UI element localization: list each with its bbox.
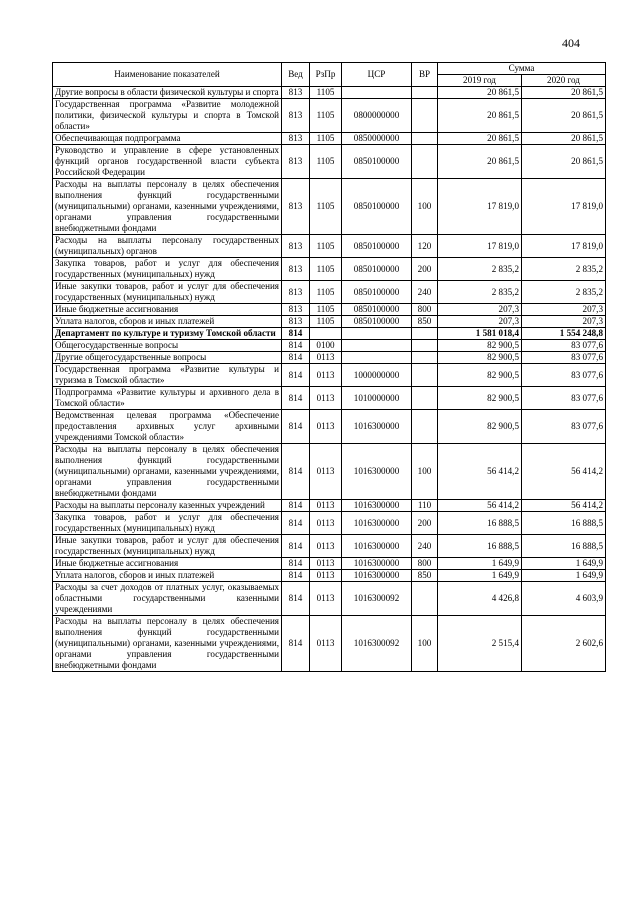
cell-2020: 1 649,9 xyxy=(522,558,606,570)
cell-2019: 20 861,5 xyxy=(438,99,522,133)
cell-2019: 207,3 xyxy=(438,316,522,328)
cell-ved: 814 xyxy=(282,364,310,387)
cell-csr: 1016300092 xyxy=(342,582,412,616)
cell-rzpr: 0113 xyxy=(310,558,342,570)
cell-csr: 1016300000 xyxy=(342,500,412,512)
cell-2019: 4 426,8 xyxy=(438,582,522,616)
cell-2020: 1 554 248,8 xyxy=(522,328,606,340)
header-rzpr: РзПр xyxy=(310,63,342,87)
cell-2019: 17 819,0 xyxy=(438,235,522,258)
cell-vr xyxy=(412,410,438,444)
cell-rzpr: 1105 xyxy=(310,316,342,328)
cell-csr: 0850100000 xyxy=(342,179,412,235)
cell-rzpr: 0113 xyxy=(310,444,342,500)
cell-csr: 0850100000 xyxy=(342,258,412,281)
header-ved: Вед xyxy=(282,63,310,87)
cell-vr: 110 xyxy=(412,500,438,512)
cell-2020: 56 414,2 xyxy=(522,500,606,512)
cell-rzpr: 1105 xyxy=(310,304,342,316)
cell-2019: 207,3 xyxy=(438,304,522,316)
cell-name: Иные закупки товаров, работ и услуг для обеспечения государственных (муниципальных) нужд xyxy=(53,281,282,304)
cell-vr: 200 xyxy=(412,258,438,281)
cell-2020: 17 819,0 xyxy=(522,235,606,258)
cell-rzpr: 1105 xyxy=(310,99,342,133)
table-row xyxy=(53,535,606,558)
table-row xyxy=(53,500,606,512)
table-row xyxy=(53,99,606,133)
cell-2019: 82 900,5 xyxy=(438,364,522,387)
cell-ved: 814 xyxy=(282,410,310,444)
cell-csr: 1016300000 xyxy=(342,444,412,500)
table-row xyxy=(53,387,606,410)
cell-ved: 814 xyxy=(282,444,310,500)
cell-name: Расходы на выплаты персоналу казенных учреждений xyxy=(53,500,282,512)
cell-2020: 2 835,2 xyxy=(522,281,606,304)
cell-2019: 16 888,5 xyxy=(438,512,522,535)
cell-ved: 813 xyxy=(282,235,310,258)
cell-vr: 200 xyxy=(412,512,438,535)
cell-rzpr: 1105 xyxy=(310,258,342,281)
cell-name: Обеспечивающая подпрограмма xyxy=(53,133,282,145)
cell-csr: 0850100000 xyxy=(342,235,412,258)
cell-2019: 82 900,5 xyxy=(438,410,522,444)
cell-2019: 1 649,9 xyxy=(438,570,522,582)
cell-ved: 814 xyxy=(282,558,310,570)
cell-vr xyxy=(412,340,438,352)
cell-csr: 1010000000 xyxy=(342,387,412,410)
cell-name: Расходы на выплаты персоналу государственных (муниципальных) органов xyxy=(53,235,282,258)
cell-name: Расходы на выплаты персоналу в целях обеспечения выполнения функций государственными (муниципальными) органами, казенными учреждениями, органами управления государственными внебюджетными фондами xyxy=(53,179,282,235)
cell-name: Государственная программа «Развитие культуры и туризма в Томской области» xyxy=(53,364,282,387)
cell-ved: 814 xyxy=(282,340,310,352)
table-row xyxy=(53,340,606,352)
cell-2020: 20 861,5 xyxy=(522,133,606,145)
cell-vr: 800 xyxy=(412,558,438,570)
cell-name: Закупка товаров, работ и услуг для обеспечения государственных (муниципальных) нужд xyxy=(53,512,282,535)
table-row xyxy=(53,145,606,179)
cell-name: Руководство и управление в сфере установленных функций органов государственной власти субъекта Российской Федерации xyxy=(53,145,282,179)
cell-ved: 813 xyxy=(282,145,310,179)
cell-csr: 0800000000 xyxy=(342,99,412,133)
table-row xyxy=(53,235,606,258)
cell-2020: 83 077,6 xyxy=(522,387,606,410)
table-row xyxy=(53,444,606,500)
cell-2019: 20 861,5 xyxy=(438,133,522,145)
table-row xyxy=(53,328,606,340)
table-row xyxy=(53,616,606,672)
cell-rzpr: 0100 xyxy=(310,340,342,352)
cell-vr xyxy=(412,87,438,99)
cell-name: Уплата налогов, сборов и иных платежей xyxy=(53,316,282,328)
cell-name: Другие общегосударственные вопросы xyxy=(53,352,282,364)
cell-2020: 207,3 xyxy=(522,316,606,328)
table-row xyxy=(53,410,606,444)
cell-ved: 813 xyxy=(282,87,310,99)
table-row xyxy=(53,316,606,328)
cell-name: Расходы за счет доходов от платных услуг, оказываемых областными государственными казенными учреждениями xyxy=(53,582,282,616)
header-name: Наименование показателей xyxy=(53,63,282,87)
cell-csr: 1000000000 xyxy=(342,364,412,387)
cell-name: Расходы на выплаты персоналу в целях обеспечения выполнения функций государственными (муниципальными) органами, казенными учреждениями, органами управления государственными внебюджетными фондами xyxy=(53,444,282,500)
cell-2019: 1 581 018,4 xyxy=(438,328,522,340)
table-row xyxy=(53,179,606,235)
cell-ved: 813 xyxy=(282,258,310,281)
cell-rzpr: 0113 xyxy=(310,500,342,512)
cell-csr: 1016300000 xyxy=(342,512,412,535)
cell-vr: 240 xyxy=(412,535,438,558)
cell-name: Подпрограмма «Развитие культуры и архивного дела в Томской области» xyxy=(53,387,282,410)
cell-ved: 814 xyxy=(282,582,310,616)
cell-name: Департамент по культуре и туризму Томской области xyxy=(53,328,282,340)
cell-name: Ведомственная целевая программа «Обеспечение предоставления архивных услуг архивными учреждениями Томской области» xyxy=(53,410,282,444)
cell-2020: 16 888,5 xyxy=(522,535,606,558)
cell-name: Расходы на выплаты персоналу в целях обеспечения выполнения функций государственными (муниципальными) органами, казенными учреждениями, органами управления государственными внебюджетными фондами xyxy=(53,616,282,672)
cell-rzpr: 1105 xyxy=(310,87,342,99)
cell-2019: 20 861,5 xyxy=(438,145,522,179)
header-year-2019: 2019 год xyxy=(438,75,522,87)
cell-vr: 100 xyxy=(412,444,438,500)
cell-2019: 2 515,4 xyxy=(438,616,522,672)
cell-rzpr: 1105 xyxy=(310,133,342,145)
cell-2020: 83 077,6 xyxy=(522,410,606,444)
cell-csr: 1016300000 xyxy=(342,558,412,570)
cell-2020: 2 602,6 xyxy=(522,616,606,672)
cell-vr: 850 xyxy=(412,316,438,328)
table-row xyxy=(53,582,606,616)
cell-2020: 20 861,5 xyxy=(522,87,606,99)
cell-vr xyxy=(412,328,438,340)
cell-name: Уплата налогов, сборов и иных платежей xyxy=(53,570,282,582)
cell-vr xyxy=(412,133,438,145)
cell-vr xyxy=(412,364,438,387)
cell-rzpr xyxy=(310,328,342,340)
cell-2019: 2 835,2 xyxy=(438,281,522,304)
cell-csr: 0850100000 xyxy=(342,316,412,328)
table-row xyxy=(53,570,606,582)
cell-ved: 814 xyxy=(282,328,310,340)
cell-ved: 814 xyxy=(282,570,310,582)
cell-ved: 813 xyxy=(282,133,310,145)
cell-2019: 56 414,2 xyxy=(438,444,522,500)
cell-vr: 120 xyxy=(412,235,438,258)
table-row xyxy=(53,87,606,99)
table-row xyxy=(53,281,606,304)
cell-rzpr: 0113 xyxy=(310,535,342,558)
cell-2020: 17 819,0 xyxy=(522,179,606,235)
cell-rzpr: 0113 xyxy=(310,410,342,444)
table-row xyxy=(53,352,606,364)
cell-vr xyxy=(412,145,438,179)
cell-ved: 813 xyxy=(282,304,310,316)
cell-ved: 813 xyxy=(282,316,310,328)
page-number: 404 xyxy=(562,36,580,50)
table-row xyxy=(53,133,606,145)
cell-csr: 1016300000 xyxy=(342,570,412,582)
table-row xyxy=(53,304,606,316)
header-csr: ЦСР xyxy=(342,63,412,87)
cell-2019: 20 861,5 xyxy=(438,87,522,99)
cell-rzpr: 1105 xyxy=(310,281,342,304)
cell-csr xyxy=(342,352,412,364)
cell-2019: 17 819,0 xyxy=(438,179,522,235)
cell-2020: 2 835,2 xyxy=(522,258,606,281)
cell-ved: 814 xyxy=(282,387,310,410)
cell-vr: 800 xyxy=(412,304,438,316)
cell-vr xyxy=(412,582,438,616)
cell-csr xyxy=(342,328,412,340)
cell-csr xyxy=(342,87,412,99)
header-sum: Сумма xyxy=(438,63,606,75)
budget-table xyxy=(52,62,606,672)
table-row xyxy=(53,364,606,387)
cell-csr: 0850100000 xyxy=(342,145,412,179)
cell-name: Общегосударственные вопросы xyxy=(53,340,282,352)
cell-name: Иные закупки товаров, работ и услуг для обеспечения государственных (муниципальных) нужд xyxy=(53,535,282,558)
table-row xyxy=(53,512,606,535)
cell-2020: 83 077,6 xyxy=(522,352,606,364)
cell-vr xyxy=(412,352,438,364)
cell-rzpr: 0113 xyxy=(310,570,342,582)
cell-name: Другие вопросы в области физической культуры и спорта xyxy=(53,87,282,99)
cell-vr: 240 xyxy=(412,281,438,304)
cell-name: Государственная программа «Развитие молодежной политики, физической культуры и спорта в Томской области» xyxy=(53,99,282,133)
cell-csr: 0850100000 xyxy=(342,304,412,316)
cell-ved: 814 xyxy=(282,535,310,558)
cell-2019: 82 900,5 xyxy=(438,352,522,364)
table-row xyxy=(53,558,606,570)
cell-2019: 82 900,5 xyxy=(438,340,522,352)
cell-name: Иные бюджетные ассигнования xyxy=(53,558,282,570)
cell-rzpr: 0113 xyxy=(310,512,342,535)
header-vr: ВР xyxy=(412,63,438,87)
cell-2019: 82 900,5 xyxy=(438,387,522,410)
cell-2020: 207,3 xyxy=(522,304,606,316)
cell-2020: 4 603,9 xyxy=(522,582,606,616)
cell-csr: 1016300000 xyxy=(342,410,412,444)
cell-vr xyxy=(412,387,438,410)
cell-vr: 850 xyxy=(412,570,438,582)
cell-rzpr: 0113 xyxy=(310,352,342,364)
cell-ved: 814 xyxy=(282,500,310,512)
cell-rzpr: 1105 xyxy=(310,179,342,235)
cell-csr: 0850100000 xyxy=(342,281,412,304)
cell-csr xyxy=(342,340,412,352)
cell-vr: 100 xyxy=(412,616,438,672)
cell-2020: 56 414,2 xyxy=(522,444,606,500)
cell-ved: 813 xyxy=(282,281,310,304)
header-year-2020: 2020 год xyxy=(522,75,606,87)
cell-2019: 1 649,9 xyxy=(438,558,522,570)
cell-rzpr: 1105 xyxy=(310,235,342,258)
cell-ved: 813 xyxy=(282,179,310,235)
cell-csr: 1016300092 xyxy=(342,616,412,672)
cell-ved: 814 xyxy=(282,616,310,672)
cell-vr xyxy=(412,99,438,133)
cell-ved: 814 xyxy=(282,512,310,535)
cell-vr: 100 xyxy=(412,179,438,235)
table-body xyxy=(53,87,606,672)
cell-csr: 0850000000 xyxy=(342,133,412,145)
cell-ved: 813 xyxy=(282,99,310,133)
cell-2019: 56 414,2 xyxy=(438,500,522,512)
table-row xyxy=(53,258,606,281)
cell-rzpr: 0113 xyxy=(310,387,342,410)
cell-2020: 83 077,6 xyxy=(522,340,606,352)
cell-2020: 1 649,9 xyxy=(522,570,606,582)
cell-ved: 814 xyxy=(282,352,310,364)
cell-rzpr: 0113 xyxy=(310,616,342,672)
cell-rzpr: 0113 xyxy=(310,364,342,387)
cell-name: Иные бюджетные ассигнования xyxy=(53,304,282,316)
cell-csr: 1016300000 xyxy=(342,535,412,558)
cell-2020: 20 861,5 xyxy=(522,99,606,133)
cell-2020: 83 077,6 xyxy=(522,364,606,387)
cell-2019: 2 835,2 xyxy=(438,258,522,281)
cell-rzpr: 1105 xyxy=(310,145,342,179)
cell-name: Закупка товаров, работ и услуг для обеспечения государственных (муниципальных) нужд xyxy=(53,258,282,281)
cell-2020: 16 888,5 xyxy=(522,512,606,535)
cell-rzpr: 0113 xyxy=(310,582,342,616)
cell-2019: 16 888,5 xyxy=(438,535,522,558)
cell-2020: 20 861,5 xyxy=(522,145,606,179)
